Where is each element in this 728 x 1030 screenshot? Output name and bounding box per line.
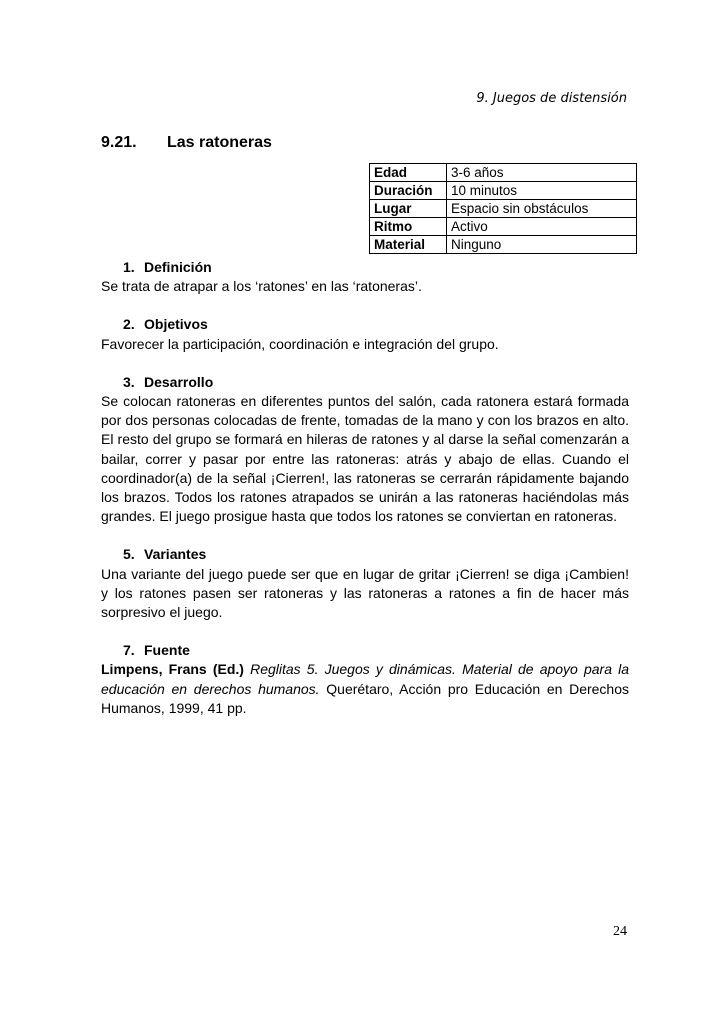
subsection-text-variantes: Una variante del juego puede ser que en lugar de gritar ¡Cierren! se diga ¡Cambien! y los ratones pasen ser ratoneras y las ratoneras a ratones a fin de hacer más sorpresivo el juego. <box>101 565 629 621</box>
subsection-heading-definicion: 1. Definición <box>123 259 212 275</box>
info-value: 3-6 años <box>447 164 637 182</box>
subsection-heading-desarrollo: 3. Desarrollo <box>123 373 214 390</box>
subsection-heading-fuente: 7. Fuente <box>123 642 190 659</box>
section-title <box>101 134 272 152</box>
subsection-text-desarrollo: Se colocan ratoneras en diferentes puntos del salón, cada ratonera estará formada por dos personas colocadas de frente, tomadas de la mano y con los brazos en alto. El resto del grupo se formará en hileras de ratones y al darse la señal comenzarán a bailar, correr y pasar por entre las ratoneras: atrás y abajo de ellas. Cuando el coordinador(a) de la señal ¡Cierren!, las ratoneras se cerrarán rápidamente bajando los brazos. Todos los ratones atrapados se unirán a las ratoneras haciéndolas más grandes. El juego prosigue hasta que todos los ratones se conviertan en ratoneras. <box>101 393 629 525</box>
info-key: Duración <box>370 182 447 200</box>
info-key: Edad <box>370 164 447 182</box>
section-number: 9.21. <box>101 134 137 151</box>
info-value: Espacio sin obstáculos <box>447 200 637 218</box>
subsection-text-objetivos: Favorecer la participación, coordinación e integración del grupo. <box>101 335 499 352</box>
table-row <box>370 164 637 182</box>
citation-publisher: Querétaro, Acción pro Educación en Derechos Humanos, 1999, 41 pp. <box>101 680 629 716</box>
info-value: Ninguno <box>447 236 637 254</box>
info-value: 10 minutos <box>447 182 637 200</box>
running-header: 9. Juegos de distensión <box>476 91 627 106</box>
citation-author: Limpens, Frans (Ed.) <box>101 661 244 678</box>
subsection-text-definicion: Se trata de atrapar a los ‘ratones’ en las ‘ratoneras’. <box>101 278 422 295</box>
table-row <box>370 200 637 218</box>
document-body <box>101 258 629 737</box>
info-key: Ritmo <box>370 218 447 236</box>
info-key: Lugar <box>370 200 447 218</box>
subsection-heading-objetivos: 2. Objetivos <box>123 316 208 333</box>
source-citation <box>101 660 629 718</box>
info-key: Material <box>370 236 447 254</box>
table-row <box>370 182 637 200</box>
table-row <box>370 218 637 236</box>
activity-info-table <box>369 163 637 254</box>
page-number: 24 <box>613 924 627 939</box>
section-title-text: Las ratoneras <box>167 134 272 151</box>
citation-title: Reglitas 5. Juegos y dinámicas. Material de apoyo para la educación en derechos humanos. <box>101 661 630 697</box>
table-row <box>370 236 637 254</box>
info-value: Activo <box>447 218 637 236</box>
subsection-heading-variantes: 5. Variantes <box>123 546 207 563</box>
